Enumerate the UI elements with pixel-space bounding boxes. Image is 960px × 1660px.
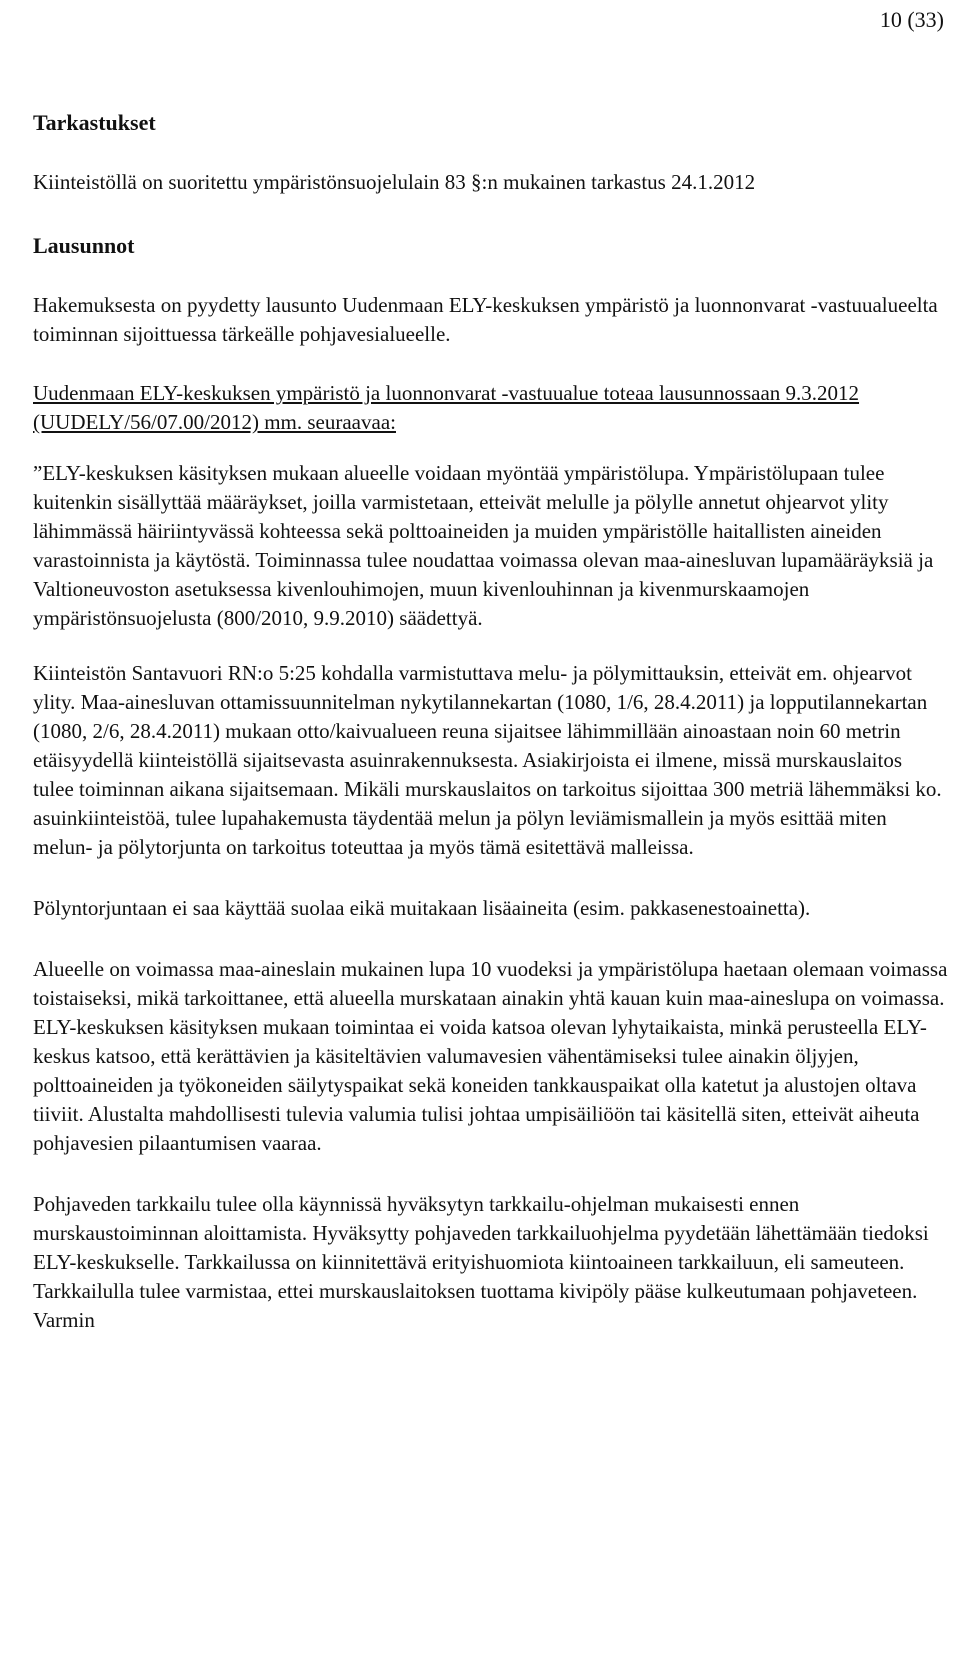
lausunto-paragraph: Kiinteistön Santavuori RN:o 5:25 kohdalla varmistuttava melu- ja pölymittauksin, etteivät em. ohjearvot ylity. Maa-ainesluvan ottamissuunnitelman nykytilannekartan (1080, 1/6, 28.4.2011) ja lopputilannekartan (1080, 2/6, 28.4.2011) mukaan otto/kaivualueen reuna sijaitsee lähimmillään ainoastaan noin 60 metrin etäisyydellä kiinteistöllä sijaitsevasta asuinrakennuksesta. Asiakirjoista ei ilmene, missä murskauslaitos tulee toiminnan aikana sijaitsemaan. Mikäli murskauslaitos on tarkoitus sijoittaa 300 metriä lähemmäksi ko. asuinkiinteistöä, tulee lupahakemusta täydentää melun ja pölyn leviämismallein ja myös esittää miten melun- ja pölytorjunta on tarkoitus toteuttaa ja myös tämä esitettävä malleissa. xyxy=(33,661,942,859)
lausunnot-intro: Hakemuksesta on pyydetty lausunto Uudenmaan ELY-keskuksen ympäristö ja luonnonvarat -vastuualueelta toiminnan sijoittuessa tärkeälle pohjavesialueelle. xyxy=(33,293,938,346)
lausunto-paragraph: Pohjaveden tarkkailu tulee olla käynnissä hyväksytyn tarkkailu-ohjelman mukaisesti ennen murskaustoiminnan aloittamista. Hyväksytty pohjaveden tarkkailuohjelma pyydetään lähettämään tiedoksi ELY-keskukselle. Tarkkailussa on kiinnitettävä erityishuomiota kiintoaineen tarkkailuun, eli sameuteen. Tarkkailulla tulee varmistaa, ettei murskauslaitoksen tuottama kivipöly pääse kulkeutumaan pohjaveteen. Varmin xyxy=(33,1192,929,1332)
heading-tarkastukset: Tarkastukset xyxy=(33,110,156,135)
tarkastukset-text: Kiinteistöllä on suoritettu ympäristönsuojelulain 83 §:n mukainen tarkastus 24.1.2012 xyxy=(33,170,756,194)
page-number: 10 (33) xyxy=(879,7,944,32)
lausunto-paragraph: Pölyntorjuntaan ei saa käyttää suolaa eikä muitakaan lisäaineita (esim. pakkasenestoainetta). xyxy=(33,896,811,920)
lausunto-quote: ”ELY-keskuksen käsityksen mukaan alueelle voidaan myöntää ympäristölupa. Ympäristölupaan tulee kuitenkin sisällyttää määräykset, joilla varmistetaan, etteivät melulle ja pölylle annetut ohjearvot ylity lähimmässä häiriintyvässä kohteessa sekä polttoaineiden ja muiden ympäristölle haitallisten aineiden varastoinnista ja käytöstä. Toiminnassa tulee noudattaa voimassa olevan maa-ainesluvan lupamääräyksiä ja Valtioneuvoston asetuksessa kivenlouhimojen, muun kivenlouhinnan ja kivenmurskaamojen ympäristönsuojelusta (800/2010, 9.9.2010) säädettyä. xyxy=(33,461,934,630)
heading-lausunnot: Lausunnot xyxy=(33,233,135,258)
lausunto-reference: Uudenmaan ELY-keskuksen ympäristö ja luonnonvarat -vastuualue toteaa lausunnossaan 9.3.2012 (UUDELY/56/07.00/2012) mm. seuraavaa: xyxy=(33,381,860,434)
lausunto-paragraph: Alueelle on voimassa maa-aineslain mukainen lupa 10 vuodeksi ja ympäristölupa haetaan olemaan voimassa toistaiseksi, mikä tarkoittanee, että alueella murskataan ainakin yhtä kauan kuin maa-aineslupa on voimassa. ELY-keskuksen käsityksen mukaan toimintaa ei voida katsoa olevan lyhytaikaista, minkä perusteella ELY-keskus katsoo, että kerättävien ja käsiteltävien valumavesien vähentämiseksi tulee ainakin öljyjen, polttoaineiden ja työkoneiden säilytyspaikat sekä koneiden tankkauspaikat olla katetut ja alustojen oltava tiiviit. Alustalta mahdollisesti tulevia valumia tulisi johtaa umpisäiliöön tai käsitellä siten, etteivät aiheuta pohjavesien pilaantumisen vaaraa. xyxy=(33,957,948,1155)
document-body xyxy=(33,108,948,1335)
